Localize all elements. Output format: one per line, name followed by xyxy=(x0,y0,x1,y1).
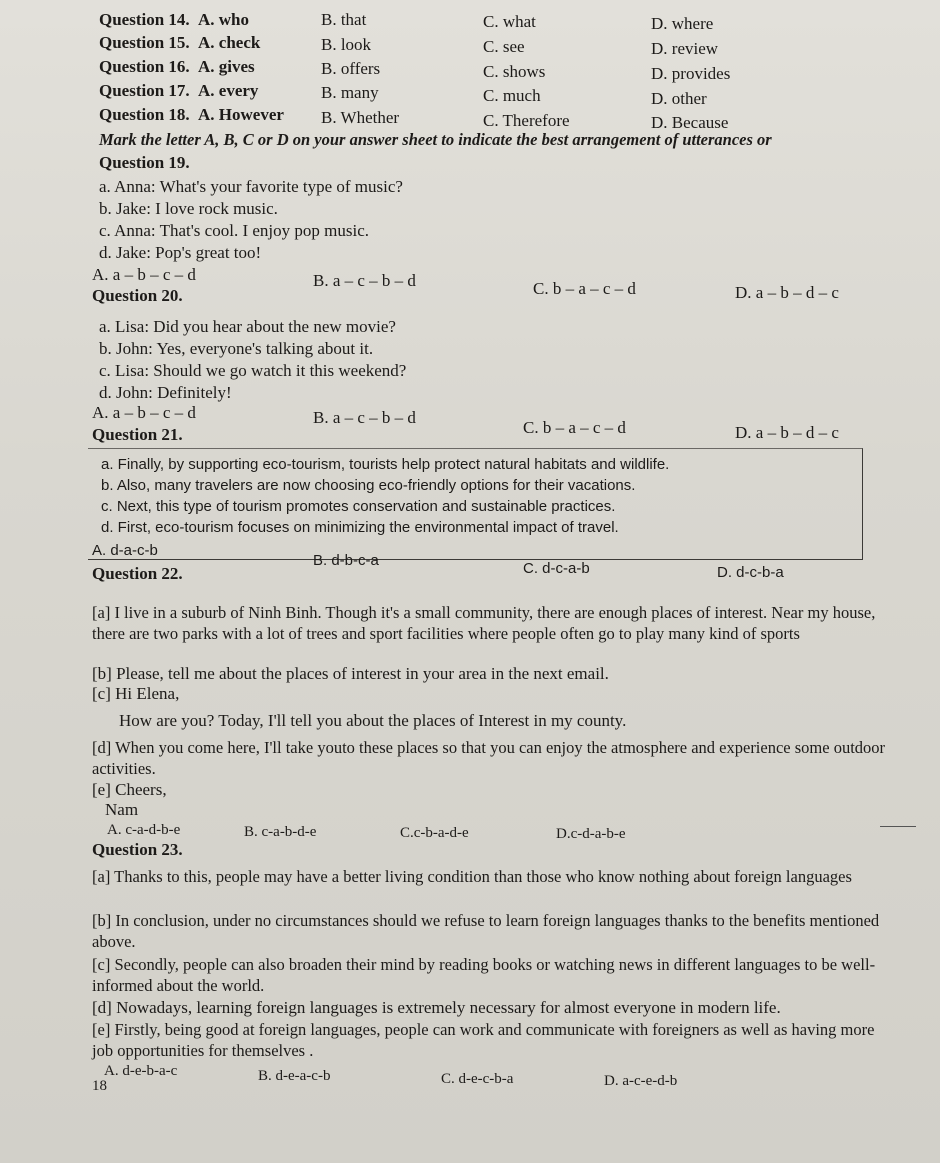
section-instruction: Mark the letter A, B, C or D on your answer sheet to indicate the best arrangement of utterances or xyxy=(99,130,772,149)
q21-label: Question 21. xyxy=(92,425,183,444)
q14-label: Question 14. xyxy=(99,10,190,29)
q19-line-d: d. Jake: Pop's great too! xyxy=(99,243,262,262)
q17-option-a[interactable]: A. every xyxy=(198,81,259,100)
q20-line-c: c. Lisa: Should we go watch it this weekend? xyxy=(99,361,407,380)
q21-line-b: b. Also, many travelers are now choosing eco-friendly options for their vacations. xyxy=(101,477,636,494)
q17-option-c[interactable]: C. much xyxy=(483,86,541,105)
q23-paragraph-c: [c] Secondly, people can also broaden their mind by reading books or watching news in different languages to be well-informed about the world. xyxy=(92,955,876,995)
q19-line-a: a. Anna: What's your favorite type of music? xyxy=(99,177,403,196)
q19-line-c: c. Anna: That's cool. I enjoy pop music. xyxy=(99,221,369,240)
q23-option-d[interactable]: D. a-c-e-d-b xyxy=(604,1073,678,1089)
q21-option-b[interactable]: B. d-b-c-a xyxy=(313,552,379,569)
q18-option-d[interactable]: D. Because xyxy=(651,113,729,132)
q14-option-d[interactable]: D. where xyxy=(651,14,714,33)
q20-option-b[interactable]: B. a – c – b – d xyxy=(313,408,416,427)
q16-option-a[interactable]: A. gives xyxy=(198,57,255,76)
q22-paragraph-d: [d] When you come here, I'll take youto these places so that you can enjoy the atmosphere and experience some outdoor activities. xyxy=(92,738,886,778)
q21-option-c[interactable]: C. d-c-a-b xyxy=(523,560,590,577)
q21-option-a[interactable]: A. d-a-c-b xyxy=(92,542,158,559)
q20-option-c[interactable]: C. b – a – c – d xyxy=(523,418,626,437)
q22-option-c[interactable]: C.c-b-a-d-e xyxy=(400,825,469,841)
q22-paragraph-c-greeting: [c] Hi Elena, xyxy=(92,684,180,703)
q14-option-c[interactable]: C. what xyxy=(483,12,536,31)
q19-line-b: b. Jake: I love rock music. xyxy=(99,199,278,218)
q22-paragraph-a: [a] I live in a suburb of Ninh Binh. Though it's a small community, there are enough places of interest. Near my house, there are two parks with a lot of trees and sport facilities where people often go to play many kind of sports xyxy=(92,603,876,643)
q18-label: Question 18. xyxy=(99,105,190,124)
q19-option-c[interactable]: C. b – a – c – d xyxy=(533,279,636,298)
q22-option-b[interactable]: B. c-a-b-d-e xyxy=(244,824,317,840)
q22-label: Question 22. xyxy=(92,564,183,583)
q20-option-a[interactable]: A. a – b – c – d xyxy=(92,403,196,422)
q20-label: Question 20. xyxy=(92,286,183,305)
q19-option-b[interactable]: B. a – c – b – d xyxy=(313,271,416,290)
q19-label: Question 19. xyxy=(99,153,190,172)
q22-option-d[interactable]: D.c-d-a-b-e xyxy=(556,826,626,842)
q18-option-b[interactable]: B. Whether xyxy=(321,108,400,127)
q21-option-d[interactable]: D. d-c-b-a xyxy=(717,564,784,581)
q21-line-a: a. Finally, by supporting eco-tourism, tourists help protect natural habitats and wildlife. xyxy=(101,456,670,473)
q22-paragraph-e-name: Nam xyxy=(105,800,139,819)
q23-label: Question 23. xyxy=(92,840,183,859)
q15-option-a[interactable]: A. check xyxy=(198,33,261,52)
q16-label: Question 16. xyxy=(99,57,190,76)
q22-paragraph-c-body: How are you? Today, I'll tell you about the places of Interest in my county. xyxy=(119,711,627,730)
q19-option-a[interactable]: A. a – b – c – d xyxy=(92,265,196,284)
q15-option-c[interactable]: C. see xyxy=(483,37,525,56)
q14-option-b[interactable]: B. that xyxy=(321,10,367,29)
q22-paragraph-b: [b] Please, tell me about the places of interest in your area in the next email. xyxy=(92,664,609,683)
q15-option-b[interactable]: B. look xyxy=(321,35,372,54)
q22-option-a[interactable]: A. c-a-d-b-e xyxy=(107,822,181,838)
q23-option-c[interactable]: C. d-e-c-b-a xyxy=(441,1071,514,1087)
q17-option-d[interactable]: D. other xyxy=(651,89,707,108)
q21-line-c: c. Next, this type of tourism promotes conservation and sustainable practices. xyxy=(101,498,616,515)
q20-line-d: d. John: Definitely! xyxy=(99,383,232,402)
q20-line-a: a. Lisa: Did you hear about the new movie? xyxy=(99,317,396,336)
q22-paragraph-e-closing: [e] Cheers, xyxy=(92,780,167,799)
q15-label: Question 15. xyxy=(99,33,190,52)
q20-line-b: b. John: Yes, everyone's talking about it. xyxy=(99,339,374,358)
q14-option-a[interactable]: A. who xyxy=(198,10,250,29)
q16-option-b[interactable]: B. offers xyxy=(321,59,381,78)
q19-option-d[interactable]: D. a – b – d – c xyxy=(735,283,839,302)
margin-dash xyxy=(880,826,916,827)
q23-option-b[interactable]: B. d-e-a-c-b xyxy=(258,1068,331,1084)
page-number: 18 xyxy=(92,1078,107,1094)
q17-option-b[interactable]: B. many xyxy=(321,83,379,102)
q23-paragraph-b: [b] In conclusion, under no circumstances should we refuse to learn foreign languages thanks to the benefits mentioned above. xyxy=(92,911,880,951)
q17-label: Question 17. xyxy=(99,81,190,100)
q16-option-c[interactable]: C. shows xyxy=(483,62,546,81)
q16-option-d[interactable]: D. provides xyxy=(651,64,731,83)
q23-paragraph-a: [a] Thanks to this, people may have a better living condition than those who know nothing about foreign languages xyxy=(92,867,852,886)
q15-option-d[interactable]: D. review xyxy=(651,39,719,58)
q23-option-a[interactable]: A. d-e-b-a-c xyxy=(104,1063,178,1079)
q21-line-d: d. First, eco-tourism focuses on minimizing the environmental impact of travel. xyxy=(101,519,619,536)
q23-paragraph-e: [e] Firstly, being good at foreign languages, people can work and communicate with foreigners as well as having more job opportunities for themselves . xyxy=(92,1020,875,1060)
q18-option-a[interactable]: A. However xyxy=(198,105,284,124)
q18-option-c[interactable]: C. Therefore xyxy=(483,111,570,130)
q20-option-d[interactable]: D. a – b – d – c xyxy=(735,423,839,442)
q23-paragraph-d: [d] Nowadays, learning foreign languages is extremely necessary for almost everyone in modern life. xyxy=(92,998,781,1017)
